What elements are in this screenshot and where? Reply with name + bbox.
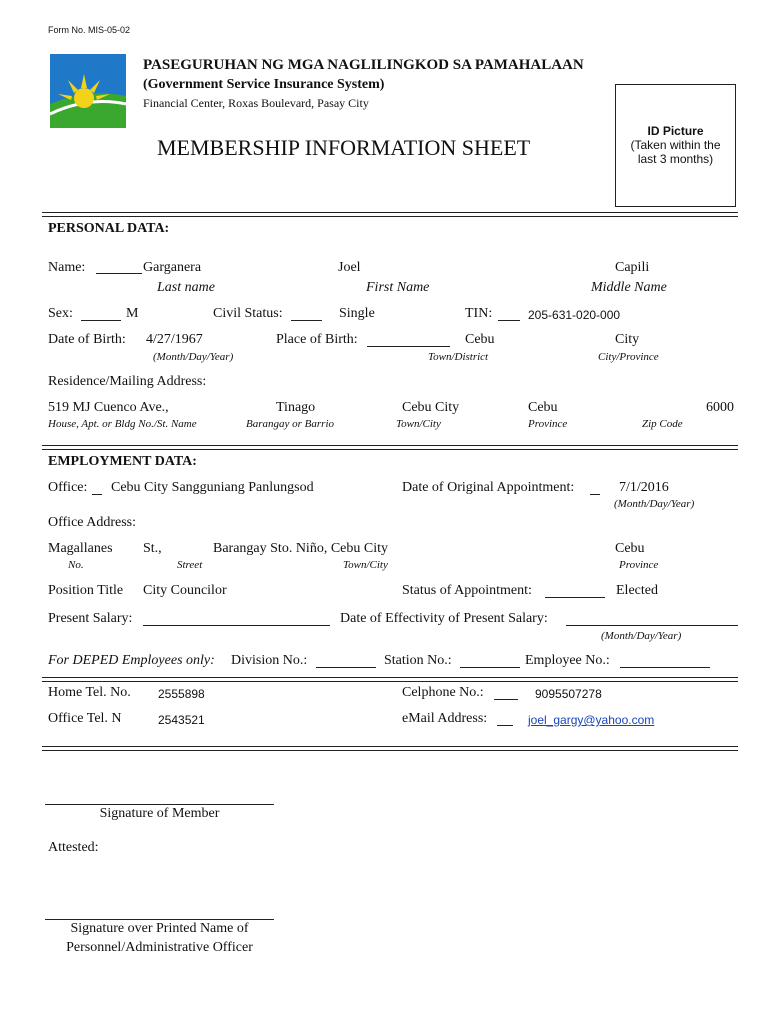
form-number: Form No. MIS-05-02	[48, 25, 131, 35]
office-address-town: Barangay Sto. Niño, Cebu City	[213, 541, 388, 556]
dob-value: 4/27/1967	[146, 332, 203, 347]
station-label: Station No.:	[384, 653, 452, 668]
address-label: Residence/Mailing Address:	[48, 374, 207, 389]
last-name-value: Garganera	[143, 260, 202, 275]
office-tel-value: 2543521	[158, 713, 205, 727]
civil-status-label: Civil Status:	[213, 306, 283, 321]
barangay-value: Tinago	[276, 400, 316, 415]
doa-label: Date of Original Appointment:	[402, 480, 575, 495]
status-label: Status of Appointment:	[402, 583, 532, 598]
id-picture-note-2: last 3 months)	[637, 152, 714, 166]
agency-name: PASEGURUHAN NG MGA NAGLILINGKOD SA PAMAHALAAN	[143, 57, 584, 73]
division-underline	[316, 667, 376, 668]
gsis-logo	[50, 54, 126, 128]
effectivity-caption: (Month/Day/Year)	[601, 630, 682, 642]
division-label: Division No.:	[231, 653, 308, 668]
province-caption: Province	[528, 418, 568, 430]
first-name-caption: First Name	[366, 280, 430, 295]
separator-contact	[42, 677, 738, 682]
cellphone-label: Celphone No.:	[402, 685, 484, 700]
sex-label: Sex:	[48, 306, 73, 321]
deped-label: For DEPED Employees only:	[48, 653, 215, 668]
pob-label: Place of Birth:	[276, 332, 358, 347]
office-underline	[92, 494, 102, 495]
separator-employment	[42, 445, 738, 450]
dob-label: Date of Birth:	[48, 332, 126, 347]
dob-caption: (Month/Day/Year)	[153, 351, 234, 363]
doa-caption: (Month/Day/Year)	[614, 498, 695, 510]
officer-signature-line	[45, 919, 274, 920]
zip-caption: Zip Code	[642, 418, 683, 430]
salary-label: Present Salary:	[48, 611, 133, 626]
name-underline	[96, 273, 142, 274]
member-signature-caption: Signature of Member	[99, 806, 220, 821]
house-caption: House, Apt. or Bldg No./St. Name	[48, 418, 197, 430]
pob-underline	[367, 346, 450, 347]
id-picture-note-1: (Taken within the	[630, 138, 721, 152]
office-tel-label: Office Tel. N	[48, 711, 122, 726]
station-underline	[460, 667, 520, 668]
form-title: MEMBERSHIP INFORMATION SHEET	[157, 135, 531, 160]
cellphone-value: 9095507278	[535, 687, 602, 701]
office-address-label: Office Address:	[48, 515, 136, 530]
status-underline	[545, 597, 605, 598]
home-tel-label: Home Tel. No.	[48, 685, 131, 700]
effectivity-underline	[566, 625, 738, 626]
province-value: Cebu	[528, 400, 558, 415]
middle-name-caption: Middle Name	[591, 280, 667, 295]
status-value: Elected	[616, 583, 658, 598]
agency-address: Financial Center, Roxas Boulevard, Pasay City	[143, 96, 369, 110]
salary-underline	[143, 625, 330, 626]
sex-value: M	[126, 306, 139, 321]
id-picture-box	[615, 84, 736, 207]
doa-value: 7/1/2016	[619, 480, 669, 495]
zip-value: 6000	[706, 400, 734, 415]
email-label: eMail Address:	[402, 711, 488, 726]
pob-city-value: City	[615, 332, 640, 347]
pob-town-value: Cebu	[465, 332, 495, 347]
tin-value: 205-631-020-000	[528, 308, 621, 322]
office-address-no: Magallanes	[48, 541, 113, 556]
id-picture-title: ID Picture	[647, 124, 704, 138]
member-signature-line	[45, 804, 274, 805]
office-address-province: Cebu	[615, 541, 645, 556]
office-address-street: St.,	[143, 541, 162, 556]
position-title-value: City Councilor	[143, 583, 227, 598]
employee-underline	[620, 667, 710, 668]
personal-data-heading: PERSONAL DATA:	[48, 221, 170, 236]
email-underline	[497, 725, 513, 726]
town-city-caption: Town/City	[396, 418, 441, 430]
position-title-label: Position Title	[48, 583, 124, 598]
no-caption: No.	[68, 559, 84, 571]
home-tel-value: 2555898	[158, 687, 205, 701]
cellphone-underline	[494, 699, 518, 700]
officer-signature-caption-2: Personnel/Administrative Officer	[66, 940, 253, 955]
barangay-caption: Barangay or Barrio	[246, 418, 334, 430]
civil-status-underline	[291, 320, 322, 321]
separator-personal	[42, 212, 738, 217]
first-name-value: Joel	[338, 260, 361, 275]
email-link[interactable]: joel_gargy@yahoo.com	[528, 713, 655, 727]
civil-status-value: Single	[339, 306, 375, 321]
name-label: Name:	[48, 260, 86, 275]
office-value: Cebu City Sangguniang Panlungsod	[111, 480, 314, 495]
officer-signature-caption-1: Signature over Printed Name of	[70, 921, 249, 936]
last-name-caption: Last name	[157, 280, 215, 295]
town-district-caption: Town/District	[428, 351, 489, 363]
tin-label: TIN:	[465, 306, 493, 321]
sex-underline	[81, 320, 121, 321]
agency-name-english: (Government Service Insurance System)	[143, 77, 385, 92]
employee-label: Employee No.:	[525, 653, 610, 668]
employment-data-heading: EMPLOYMENT DATA:	[48, 454, 197, 469]
house-value: 519 MJ Cuenco Ave.,	[48, 400, 169, 415]
separator-signatures	[42, 746, 738, 751]
tin-underline	[498, 320, 520, 321]
middle-name-value: Capili	[615, 260, 650, 275]
effectivity-label: Date of Effectivity of Present Salary:	[340, 611, 548, 626]
office-province-caption: Province	[619, 559, 659, 571]
attested-label: Attested:	[48, 840, 99, 855]
office-label: Office:	[48, 480, 88, 495]
office-town-city-caption: Town/City	[343, 559, 388, 571]
street-caption: Street	[177, 559, 203, 571]
doa-underline	[590, 494, 600, 495]
city-province-caption: City/Province	[598, 351, 659, 363]
town-city-value: Cebu City	[402, 400, 460, 415]
